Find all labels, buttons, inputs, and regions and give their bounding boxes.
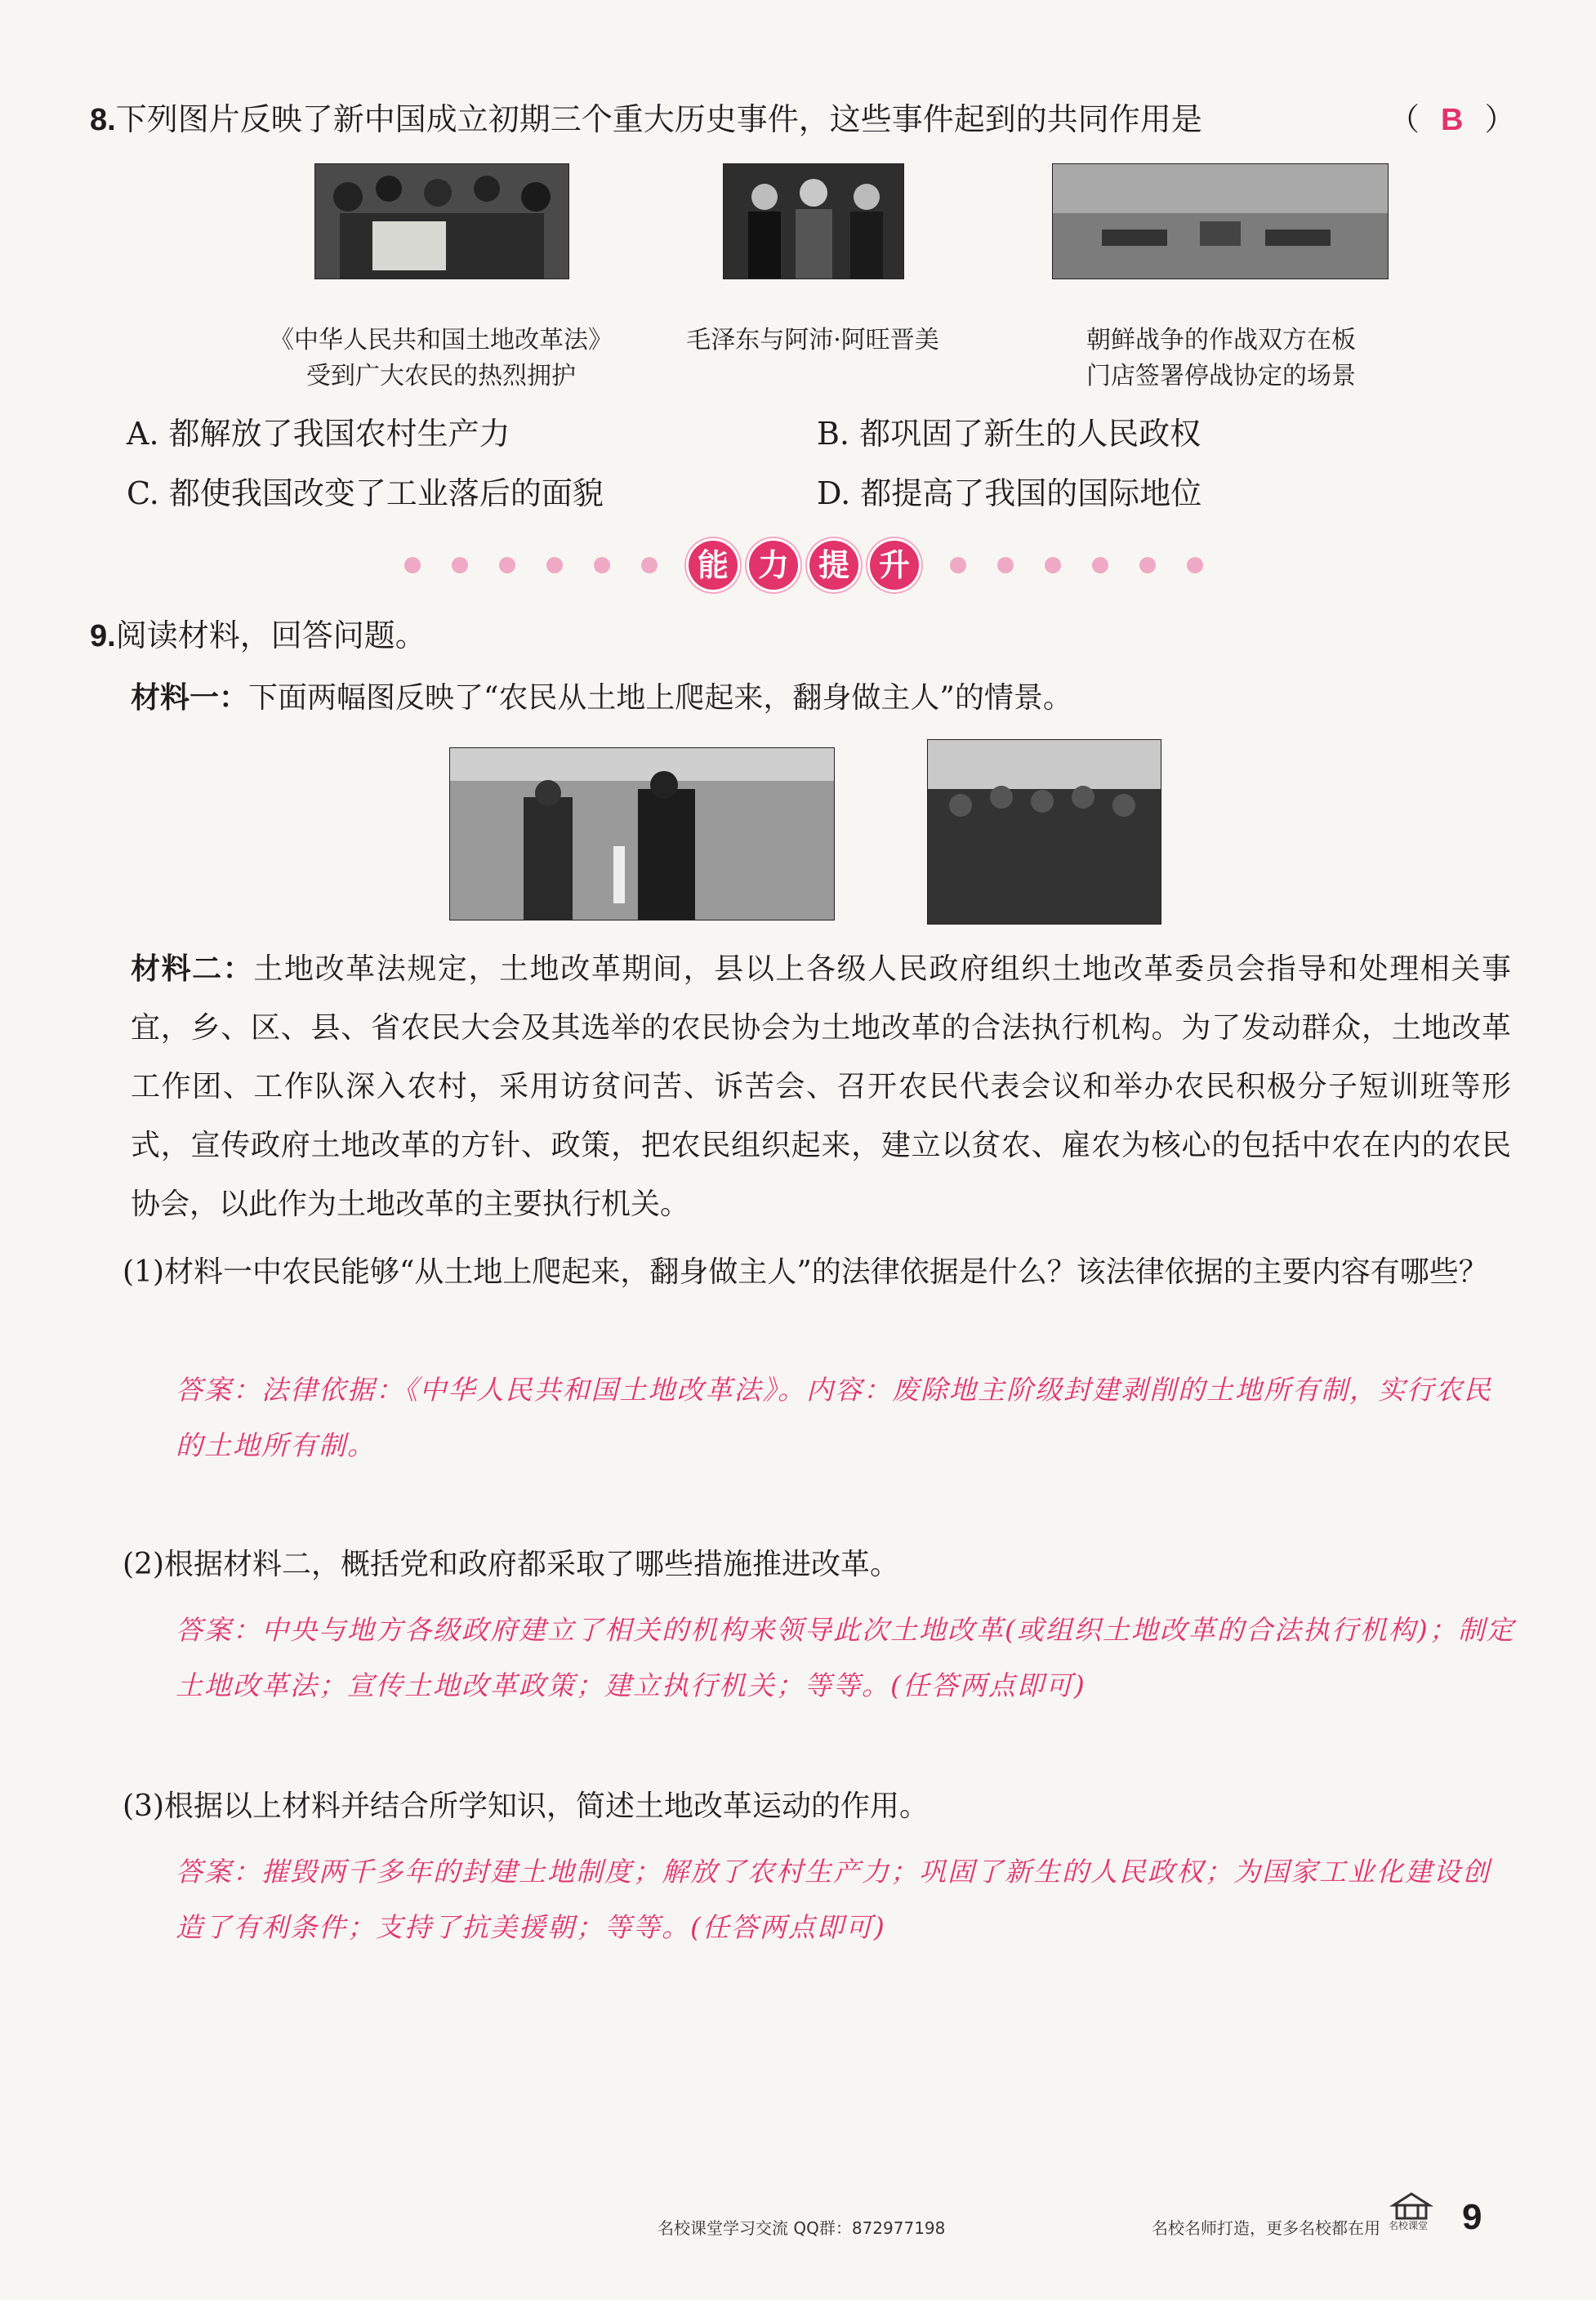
footer-slogan: 名校名师打造，更多名校都在用	[1152, 2218, 1380, 2238]
q9-stem	[90, 614, 426, 657]
sub-question-3: (3)根据以上材料并结合所学知识，简述土地改革运动的作用。	[123, 1790, 929, 1823]
q8-stem	[90, 98, 1202, 141]
caption-1-line-1: 《中华人民共和国土地改革法》	[270, 326, 613, 354]
dot	[499, 557, 515, 573]
sub-answer-1: 答案：法律依据：《中华人民共和国土地改革法》。内容：废除地主阶级封建剥削的土地所有制，实行农民的土地所有制。	[176, 1374, 1492, 1461]
logo-text: 名校课堂	[1389, 2220, 1429, 2231]
q8-answer: B	[1441, 103, 1464, 137]
caption-2-line-1: 毛泽东与阿沛·阿旺晋美	[686, 326, 939, 354]
material-1-label: 材料一：	[131, 680, 249, 715]
dot	[1045, 557, 1061, 573]
farmers-field-photo	[449, 747, 835, 920]
option-b: B. 都巩固了新生的人民政权	[817, 416, 1201, 452]
mao-meeting-photo	[723, 163, 904, 279]
q8-number: 8.	[90, 103, 116, 137]
q8-answer-paren	[1389, 98, 1515, 141]
ability-section-banner	[404, 541, 1203, 590]
caption-3	[1037, 323, 1405, 394]
dot	[641, 557, 658, 573]
crowd-rally-photo	[927, 739, 1161, 925]
q9-text: 阅读材料，回答问题。	[115, 617, 426, 653]
material-1	[131, 668, 1072, 728]
option-d: D. 都提高了我国的国际地位	[817, 475, 1202, 511]
dot	[1187, 557, 1203, 573]
material-2-label: 材料二：	[131, 952, 254, 986]
option-a: A. 都解放了我国农村生产力	[127, 416, 510, 452]
dot	[950, 557, 966, 573]
badge-char: 力	[749, 541, 798, 590]
armistice-photo	[1052, 163, 1389, 279]
badge-char: 能	[689, 541, 738, 590]
option-c: C. 都使我国改变了工业落后的面貌	[127, 475, 604, 511]
caption-1	[233, 323, 649, 394]
page-number: 9	[1462, 2197, 1482, 2237]
school-logo-icon	[1389, 2191, 1434, 2230]
caption-3-line-2: 门店签署停战协定的场景	[1086, 362, 1356, 390]
badge-char: 提	[809, 541, 858, 590]
paren-close: ）	[1484, 101, 1516, 137]
land-reform-law-photo	[314, 163, 569, 279]
badge-char: 升	[870, 541, 919, 590]
material-2-text: 土地改革法规定，土地改革期间，县以上各级人民政府组织土地改革委员会指导和处理相关事宜，乡、区、县、省农民大会及其选举的农民协会为土地改革的合法执行机构。为了发动群众，土地改革工作团、工作队深入农村，采用访贫问苦、诉苦会、召开农民代表会议和举办农民积极分子短训班等形式，宣传政府土地改革的方针、政策，把农民组织起来，建立以贫农、雇农为核心的包括中农在内的农民协会，以此作为土地改革的主要执行机关。	[131, 952, 1511, 1221]
sub-answer-2: 答案：中央与地方各级政府建立了相关的机构来领导此次土地改革(或组织土地改革的合法执行机构)；制定土地改革法；宣传土地改革政策；建立执行机关；等等。(任答两点即可)	[176, 1614, 1515, 1701]
footer-qq-group: 名校课堂学习交流 QQ群：872977198	[658, 2218, 946, 2238]
paren-open: （	[1389, 101, 1420, 137]
sub-answer-3: 答案：摧毁两千多年的封建土地制度；解放了农村生产力；巩固了新生的人民政权；为国家工业化建设创造了有利条件；支持了抗美援朝；等等。(任答两点即可)	[176, 1856, 1491, 1943]
dot	[404, 557, 421, 573]
q8-text: 下列图片反映了新中国成立初期三个重大历史事件，这些事件起到的共同作用是	[115, 101, 1202, 137]
caption-3-line-1: 朝鲜战争的作战双方在板	[1086, 326, 1356, 354]
dot	[594, 557, 610, 573]
material-2	[131, 939, 1511, 1234]
dot	[1092, 557, 1108, 573]
dot	[997, 557, 1014, 573]
q9-number: 9.	[90, 619, 116, 653]
sub-question-2: (2)根据材料二，概括党和政府都采取了哪些措施推进改革。	[123, 1548, 899, 1581]
sub-question-1: (1)材料一中农民能够“从土地上爬起来，翻身做主人”的法律依据是什么？该法律依据的主要内容有哪些？	[123, 1255, 1488, 1289]
material-1-text: 下面两幅图反映了“农民从土地上爬起来，翻身做主人”的情景。	[248, 681, 1072, 715]
caption-2	[662, 323, 964, 359]
dot	[452, 557, 468, 573]
dot	[546, 557, 563, 573]
dot	[1139, 557, 1156, 573]
caption-1-line-2: 受到广大农民的热烈拥护	[306, 362, 576, 390]
